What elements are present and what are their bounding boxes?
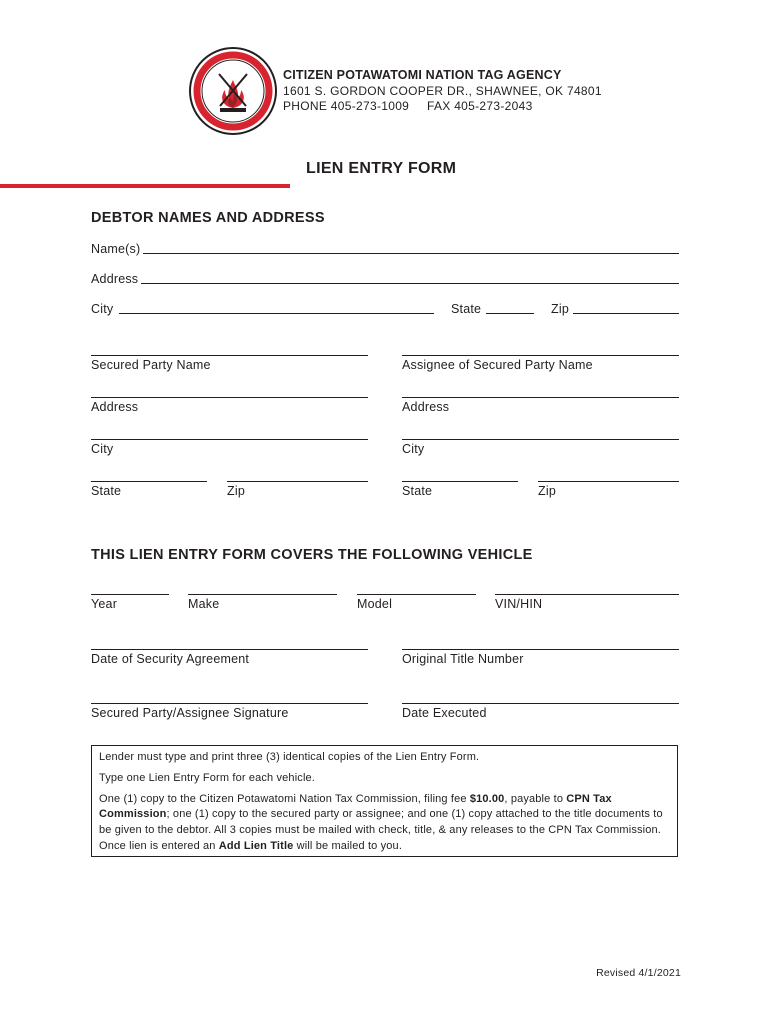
instruction-copies: Lender must type and print three (3) identical copies of the Lien Entry Form. [99,751,480,763]
assignee-state-label: State [402,484,433,498]
assignee-zip-field[interactable] [538,481,679,482]
vehicle-year-label: Year [91,597,118,611]
debtor-address-field[interactable] [141,283,679,284]
secured-party-city-label: City [91,442,114,456]
original-title-number-label: Original Title Number [402,652,524,666]
date-security-agreement-field[interactable] [91,649,368,650]
secured-party-state-label: State [91,484,122,498]
instructions-box [91,745,678,857]
org-phone: PHONE 405-273-1009 [283,99,410,113]
assignee-state-field[interactable] [402,481,518,482]
assignee-city-field[interactable] [402,439,679,440]
vehicle-model-field[interactable] [357,594,476,595]
instruction-text: will be mailed to you. [293,839,403,852]
debtor-city-field[interactable] [119,313,434,314]
date-executed-field[interactable] [402,703,679,704]
revision-date: Revised 4/1/2021 [596,967,681,979]
debtor-zip-label: Zip [551,302,569,316]
add-lien-title: Add Lien Title [218,839,294,852]
instruction-text: ; one (1) copy to the secured party or assignee; and one (1) copy attached to the title documents to be given to the debtor. All 3 copies must be mailed with check, title, & any releases to the CPN Tax Commission. Once lien is entered an [99,808,663,852]
debtor-address-label: Address [91,272,139,286]
assignee-city-label: City [402,442,425,456]
vehicle-vin-label: VIN/HIN [495,597,543,611]
debtor-state-label: State [451,302,482,316]
debtor-state-field[interactable] [486,313,534,314]
secured-party-city-field[interactable] [91,439,368,440]
secured-party-name-label: Secured Party Name [91,358,211,372]
assignee-address-field[interactable] [402,397,679,398]
cpn-seal-icon [188,46,278,136]
secured-party-address-field[interactable] [91,397,368,398]
instruction-per-vehicle: Type one Lien Entry Form for each vehicle. [99,771,316,784]
secured-party-zip-field[interactable] [227,481,368,482]
signature-label: Secured Party/Assignee Signature [91,706,289,720]
assignee-name-field[interactable] [402,355,679,356]
date-executed-label: Date Executed [402,706,487,720]
instruction-text: , payable to [504,792,567,805]
vehicle-heading: THIS LIEN ENTRY FORM COVERS THE FOLLOWING VEHICLE [91,547,533,563]
instruction-text: One (1) copy to the Citizen Potawatomi Nation Tax Commission, filing fee [99,792,470,805]
vehicle-make-label: Make [188,597,220,611]
vehicle-make-field[interactable] [188,594,337,595]
payee-name: CPN Tax Commission [99,792,612,821]
secured-party-name-field[interactable] [91,355,368,356]
org-fax: FAX 405-273-2043 [427,99,533,113]
secured-party-address-label: Address [91,400,139,414]
instruction-distribution [99,792,670,855]
signature-field[interactable] [91,703,368,704]
form-title: LIEN ENTRY FORM [306,160,457,177]
date-security-agreement-label: Date of Security Agreement [91,652,250,666]
debtor-zip-field[interactable] [573,313,679,314]
accent-divider [0,184,290,188]
assignee-address-label: Address [402,400,450,414]
vehicle-vin-field[interactable] [495,594,679,595]
filing-fee: $10.00 [469,792,505,805]
debtor-names-field[interactable] [143,253,679,254]
original-title-number-field[interactable] [402,649,679,650]
vehicle-year-field[interactable] [91,594,169,595]
debtor-heading: DEBTOR NAMES AND ADDRESS [91,210,325,226]
vehicle-model-label: Model [357,597,393,611]
org-address: 1601 S. GORDON COOPER DR., SHAWNEE, OK 74801 [283,84,602,98]
debtor-city-label: City [91,302,114,316]
secured-party-state-field[interactable] [91,481,207,482]
org-name: CITIZEN POTAWATOMI NATION TAG AGENCY [283,68,562,82]
debtor-names-label: Name(s) [91,242,141,256]
assignee-zip-label: Zip [538,484,556,498]
secured-party-zip-label: Zip [227,484,245,498]
assignee-name-label: Assignee of Secured Party Name [402,358,593,372]
